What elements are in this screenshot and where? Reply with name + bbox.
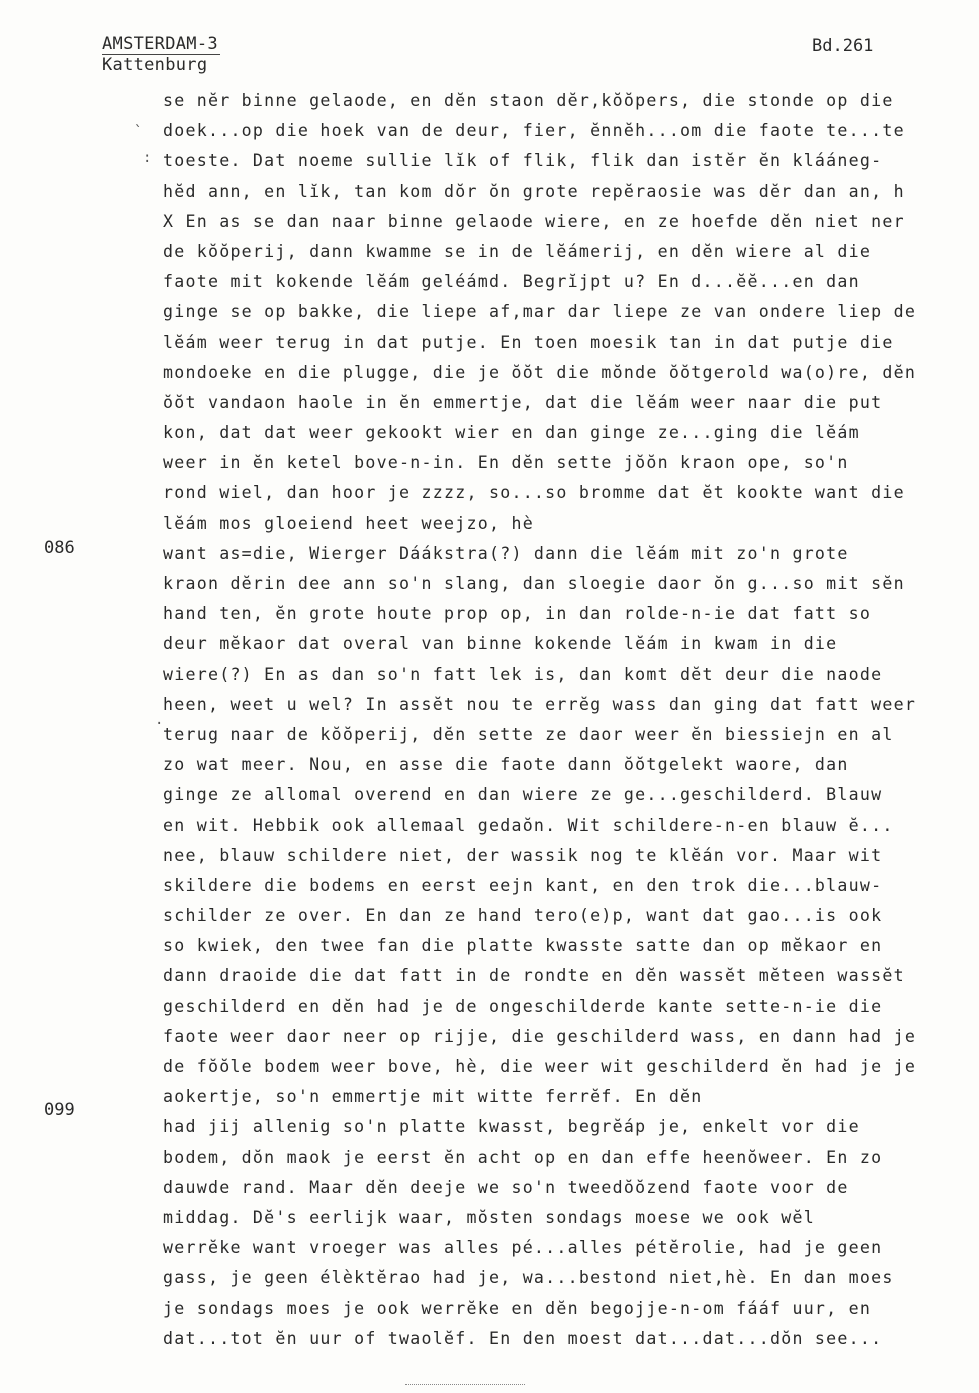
text-line: rond wiel, dan hoor je zzzz, so...so bromme dat ĕt kookte want die xyxy=(163,483,905,503)
text-line: ginge se op bakke, die liepe af,mar dar liepe ze van ondere liep de xyxy=(163,302,917,322)
text-line: werrĕke want vroeger was alles pé...alles pétĕrolie, had je geen xyxy=(163,1238,883,1258)
footer-rule xyxy=(405,1384,525,1385)
text-line: bodem, dŏn maok je eerst ĕn acht op en dan effe heenŏweer. En zo xyxy=(163,1147,883,1167)
text-line: weer in ĕn ketel bove-n-in. En dĕn sette jŏŏn kraon ope, so'n xyxy=(163,453,849,473)
text-line: middag. Dĕ's eerlijk waar, mŏsten sondags moese we ook wĕl xyxy=(163,1207,815,1227)
text-line: faote weer daor neer op rijje, die geschilderd wass, en dann had je xyxy=(163,1026,917,1046)
text-line: geschilderd en dĕn had je de ongeschilderde kante sette-n-ie die xyxy=(163,996,883,1016)
text-line: faote mit kokende lĕám geléámd. Begrĭjpt u? En d...ĕĕ...en dan xyxy=(163,272,860,292)
margin-mark: · xyxy=(155,716,164,732)
margin-number: 099 xyxy=(44,1100,75,1120)
text-line: dauwde rand. Maar dĕn deeje we so'n tweedŏŏzend faote voor de xyxy=(163,1177,849,1197)
sublocation-label: Kattenburg xyxy=(102,54,220,75)
text-line: wiere(?) En as dan so'n fatt lek is, dan komt dĕt deur die naode xyxy=(163,664,883,684)
text-line: dann draoide die dat fatt in de rondte en dĕn wassĕt mĕteen wassĕt xyxy=(163,966,905,986)
text-line: skildere die bodems en eerst eejn kant, en den trok die...blauw- xyxy=(163,875,883,895)
text-line: toeste. Dat noeme sullie lĭk of flik, flik dan istĕr ĕn klááneg- xyxy=(163,151,883,171)
text-line: mondoeke en die plugge, die je ŏŏt die mŏnde ŏŏtgerold wa(o)re, dĕn xyxy=(163,362,917,382)
text-line: kon, dat dat weer gekookt wier en dan ginge ze...ging die lĕám xyxy=(163,423,860,443)
margin-mark: : xyxy=(143,150,152,166)
margin-number: 086 xyxy=(44,538,75,558)
text-line: gass, je geen élèktĕrao had je, wa...bestond niet,hè. En dan moes xyxy=(163,1268,894,1288)
margin-mark: ` xyxy=(134,124,143,140)
text-line: je sondags moes je ook werrĕke en dĕn begojje-n-om fááf uur, en xyxy=(163,1298,872,1318)
band-number: Bd.261 xyxy=(812,36,874,56)
text-line: dat...tot ĕn uur of twaolĕf. En den moest dat...dat...dŏn see... xyxy=(163,1328,883,1348)
text-line: hĕd ann, en lĭk, tan kom dŏr ŏn grote repĕraosie was dĕr dan an, h xyxy=(163,181,905,201)
text-line: nee, blauw schildere niet, der wassik nog te klĕán vor. Maar wit xyxy=(163,845,883,865)
text-line: de fŏŏle bodem weer bove, hè, die weer wit geschilderd ĕn had je je xyxy=(163,1057,917,1076)
text-line: had jij allenig so'n platte kwasst, begrĕáp je, enkelt vor die xyxy=(163,1117,860,1137)
text-line: heen, weet u wel? In assĕt nou te errĕg wass dan ging dat fatt weer xyxy=(163,694,917,714)
text-line: deur mĕkaor dat overal van binne kokende lĕám in kwam in die xyxy=(163,634,838,654)
text-line: ginge ze allomal overend en dan wiere ze ge...geschilderd. Blauw xyxy=(163,785,883,805)
text-line: se nĕr binne gelaode, en dĕn staon dĕr,kŏŏpers, die stonde op die xyxy=(163,91,894,110)
text-line: lĕám weer terug in dat putje. En toen moesik tan in dat putje die xyxy=(163,332,894,352)
text-line: lĕám mos gloeiend heet weejzo, hè xyxy=(163,513,534,533)
text-line: ŏŏt vandaon haole in ĕn emmertje, dat die lĕám weer naar die put xyxy=(163,392,883,412)
text-line: hand ten, ĕn grote houte prop op, in dan rolde-n-ie dat fatt so xyxy=(163,604,872,624)
text-line: zo wat meer. Nou, en asse die faote dann ŏŏtgelekt waore, dan xyxy=(163,755,849,775)
text-line: X En as se dan naar binne gelaode wiere, en ze hoefde dĕn niet ner xyxy=(163,211,905,231)
location-label: AMSTERDAM-3 xyxy=(102,34,218,54)
text-line: de kŏŏperij, dann kwamme se in de lĕámerij, en dĕn wiere al die xyxy=(163,241,872,261)
text-line: doek...op die hoek van de deur, fier, ĕnnĕh...om die faote te...te xyxy=(163,121,905,141)
text-line: terug naar de kŏŏperij, dĕn sette ze daor weer ĕn biessiejn en al xyxy=(163,724,894,744)
transcript-body xyxy=(163,86,979,1354)
text-line: so kwiek, den twee fan die platte kwasste satte dan op mĕkaor en xyxy=(163,936,883,956)
header-location xyxy=(102,34,220,75)
text-line: want as=die, Wierger Dáákstra(?) dann die lĕám mit zo'n grote xyxy=(163,543,849,563)
text-line: aokertje, so'n emmertje mit witte ferrĕf. En dĕn xyxy=(163,1087,703,1107)
text-line: kraon dĕrin dee ann so'n slang, dan sloegie daor ŏn g...so mit sĕn xyxy=(163,574,905,593)
text-line: schilder ze over. En dan ze hand tero(e)p, want dat gao...is ook xyxy=(163,906,883,926)
text-line: en wit. Hebbik ook allemaal gedaŏn. Wit schildere-n-en blauw ĕ... xyxy=(163,815,894,835)
